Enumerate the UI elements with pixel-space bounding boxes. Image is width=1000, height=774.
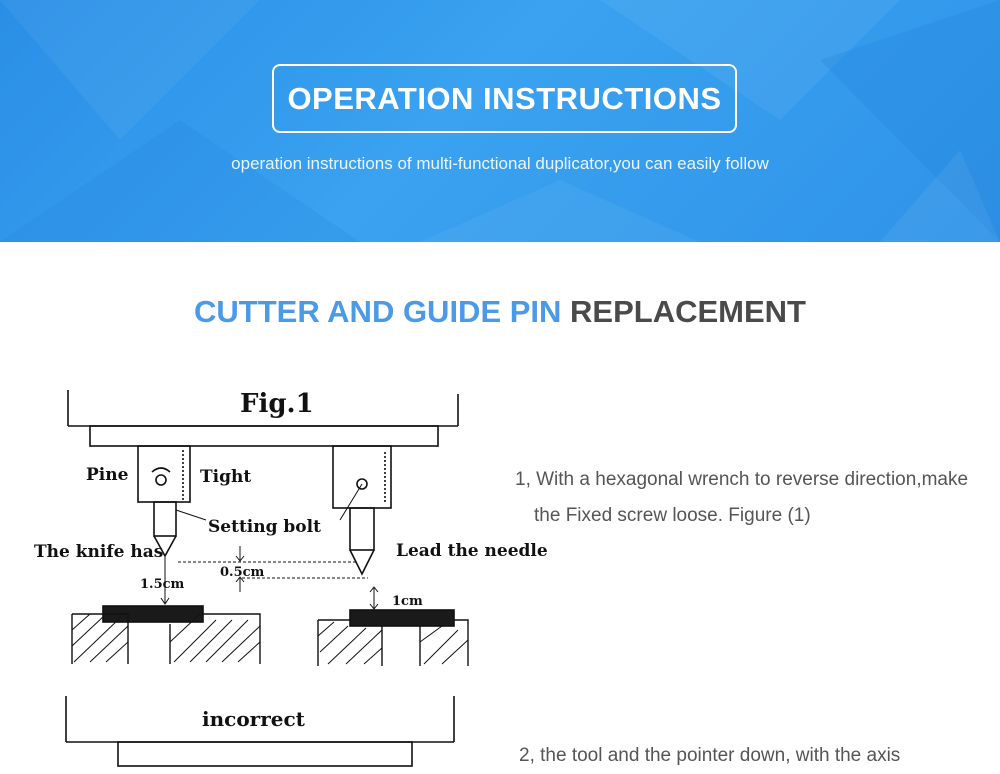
banner-title: OPERATION INSTRUCTIONS xyxy=(287,80,722,116)
label-tight: Tight xyxy=(200,467,252,487)
section-title-dark: REPLACEMENT xyxy=(570,294,806,329)
cutter-shank xyxy=(154,502,176,536)
step-2-text xyxy=(519,738,999,774)
dim-1cm: 1cm xyxy=(392,594,423,609)
figure-2-title: incorrect xyxy=(202,707,305,731)
rotate-arrow xyxy=(152,468,170,472)
dim-1-5cm: 1.5cm xyxy=(140,577,185,592)
step-1-line-1: 1, With a hexagonal wrench to reverse direction,make xyxy=(515,469,969,490)
header-banner xyxy=(0,0,1000,242)
figure-1-title: Fig.1 xyxy=(240,389,314,419)
step-2-line-1: 2, the tool and the pointer down, with the axis xyxy=(519,745,901,766)
right-key-blank xyxy=(350,610,454,626)
frame-rail xyxy=(90,426,438,446)
banner-subtitle: operation instructions of multi-functional duplicator,you can easily follow xyxy=(231,154,769,173)
figure-2-diagram xyxy=(60,690,460,766)
step-1-line-2: the Fixed screw loose. Figure (1) xyxy=(534,505,811,526)
section-title xyxy=(0,294,1000,330)
label-pine: Pine xyxy=(86,465,129,485)
banner-title-box xyxy=(272,64,737,133)
guide-shank xyxy=(350,508,374,550)
step-1-text xyxy=(515,462,995,534)
label-lead-needle: Lead the needle xyxy=(396,541,548,561)
figure-1-diagram xyxy=(28,380,548,680)
section-title-blue: CUTTER AND GUIDE PIN xyxy=(194,294,562,329)
tight-screw xyxy=(156,475,166,485)
label-knife: The knife has xyxy=(34,542,164,562)
guide-holder xyxy=(333,446,391,508)
label-setting-bolt: Setting bolt xyxy=(208,517,321,537)
dim-0-5cm: 0.5cm xyxy=(220,565,265,580)
